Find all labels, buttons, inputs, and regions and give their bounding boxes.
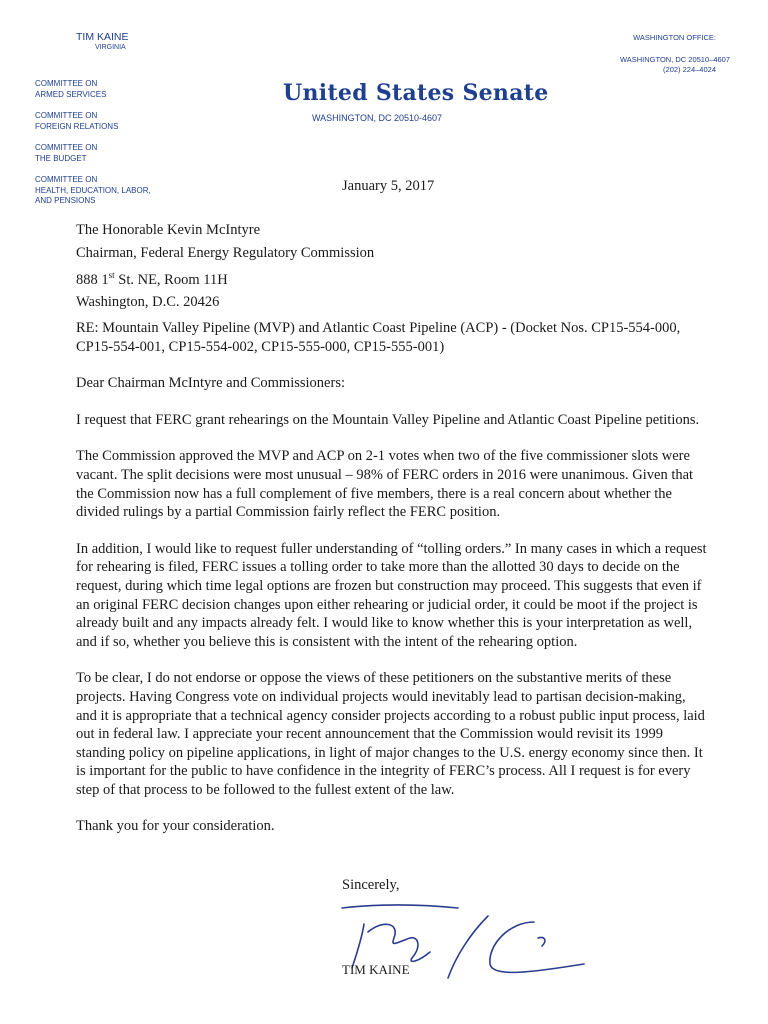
body-paragraph: The Commission approved the MVP and ACP on 2-1 votes when two of the five commissioner slots were vacant. The split decisions were most unusual – 98% of FERC orders in 2016 were unanimous. Given that the Commission now has a full complement of five members, there is a real concern about whether the divided rulings by a partial Commission fairly reflect the FERC position.	[76, 448, 694, 521]
committee-budget	[35, 143, 195, 164]
addressee-city: Washington, D.C. 20426	[76, 294, 220, 311]
salutation: Dear Chairman McIntyre and Commissioners:	[76, 375, 345, 392]
addressee-block	[76, 219, 374, 314]
office-phone: (202) 224–4024	[663, 65, 716, 74]
addressee-title: Chairman, Federal Energy Regulatory Commission	[76, 244, 375, 261]
committee-line: COMMITTEE ON	[35, 143, 98, 152]
office-label: WASHINGTON OFFICE:	[633, 33, 716, 42]
committee-line: FOREIGN RELATIONS	[35, 121, 119, 131]
office-address	[620, 55, 730, 75]
committee-line: THE BUDGET	[35, 153, 87, 163]
committee-line: COMMITTEE ON	[35, 111, 98, 120]
closing: Sincerely,	[342, 877, 400, 893]
addressee-name: The Honorable Kevin McIntyre	[76, 222, 261, 238]
committee-foreign-relations	[35, 111, 195, 132]
addressee-street	[76, 264, 374, 291]
committee-list	[35, 79, 195, 218]
subject-line: RE: Mountain Valley Pipeline (MVP) and Atlantic Coast Pipeline (ACP) - (Docket Nos. CP15-554-000, CP15-554-001, CP15-554-002, CP15-555-000, CP15-555-001)	[76, 320, 681, 355]
senate-address: WASHINGTON, DC 20510-4607	[312, 113, 443, 123]
committee-line: ARMED SERVICES	[35, 89, 107, 99]
committee-line: COMMITTEE ON	[35, 79, 98, 88]
committee-line: COMMITTEE ON	[35, 175, 98, 184]
letter-date: January 5, 2017	[342, 178, 435, 194]
office-street: WASHINGTON, DC 20510–4607	[619, 55, 730, 64]
committee-line: HEALTH, EDUCATION, LABOR,	[35, 185, 151, 195]
body-paragraph: To be clear, I do not endorse or oppose the views of these petitioners on the substantive merits of these projects. Having Congress vote on individual projects would inevitably lead to partisan decision-making, and it is appropriate that a technical agency consider projects according to a robust public input process, laid out in federal law. I appreciate your recent announcement that the Commission would revisit its 1999 standing policy on pipeline applications, in light of major changes to the U.S. energy economy since then. It is important for the public to have confidence in the integrity of FERC’s process. All I request is for every step of that process to be followed to the fullest extent of the law.	[76, 670, 705, 798]
body-paragraph: In addition, I would like to request fuller understanding of “tolling orders.” In many cases in which a request for rehearing is filed, FERC issues a tolling order to take more than the allotted 30 days to decide on the request, during which time legal options are frozen but construction may proceed. This suggests that even if an original FERC decision changes upon either rehearing or judicial order, it could be moot if the project is already built and any impacts already felt. I would like to know whether this is your interpretation as well, and if so, whether you believe this is consistent with the intent of the rehearing option.	[76, 540, 707, 650]
body-paragraph: I request that FERC grant rehearings on the Mountain Valley Pipeline and Atlantic Coast Pipeline petitions.	[76, 411, 700, 428]
signer-name: TIM KAINE	[342, 962, 410, 977]
street-ordinal: st	[108, 270, 115, 280]
committee-armed-services	[35, 79, 195, 100]
street-name: St. NE, Room 11H	[114, 271, 228, 288]
thanks-line: Thank you for your consideration.	[76, 818, 275, 835]
street-number: 888 1	[76, 271, 109, 288]
sender-state: VIRGINIA	[95, 44, 126, 51]
sender-name: TIM KAINE	[76, 31, 129, 43]
committee-help	[35, 175, 195, 207]
committee-line: AND PENSIONS	[35, 196, 96, 205]
senate-title: United States Senate	[283, 80, 549, 106]
letter-body	[76, 319, 708, 854]
